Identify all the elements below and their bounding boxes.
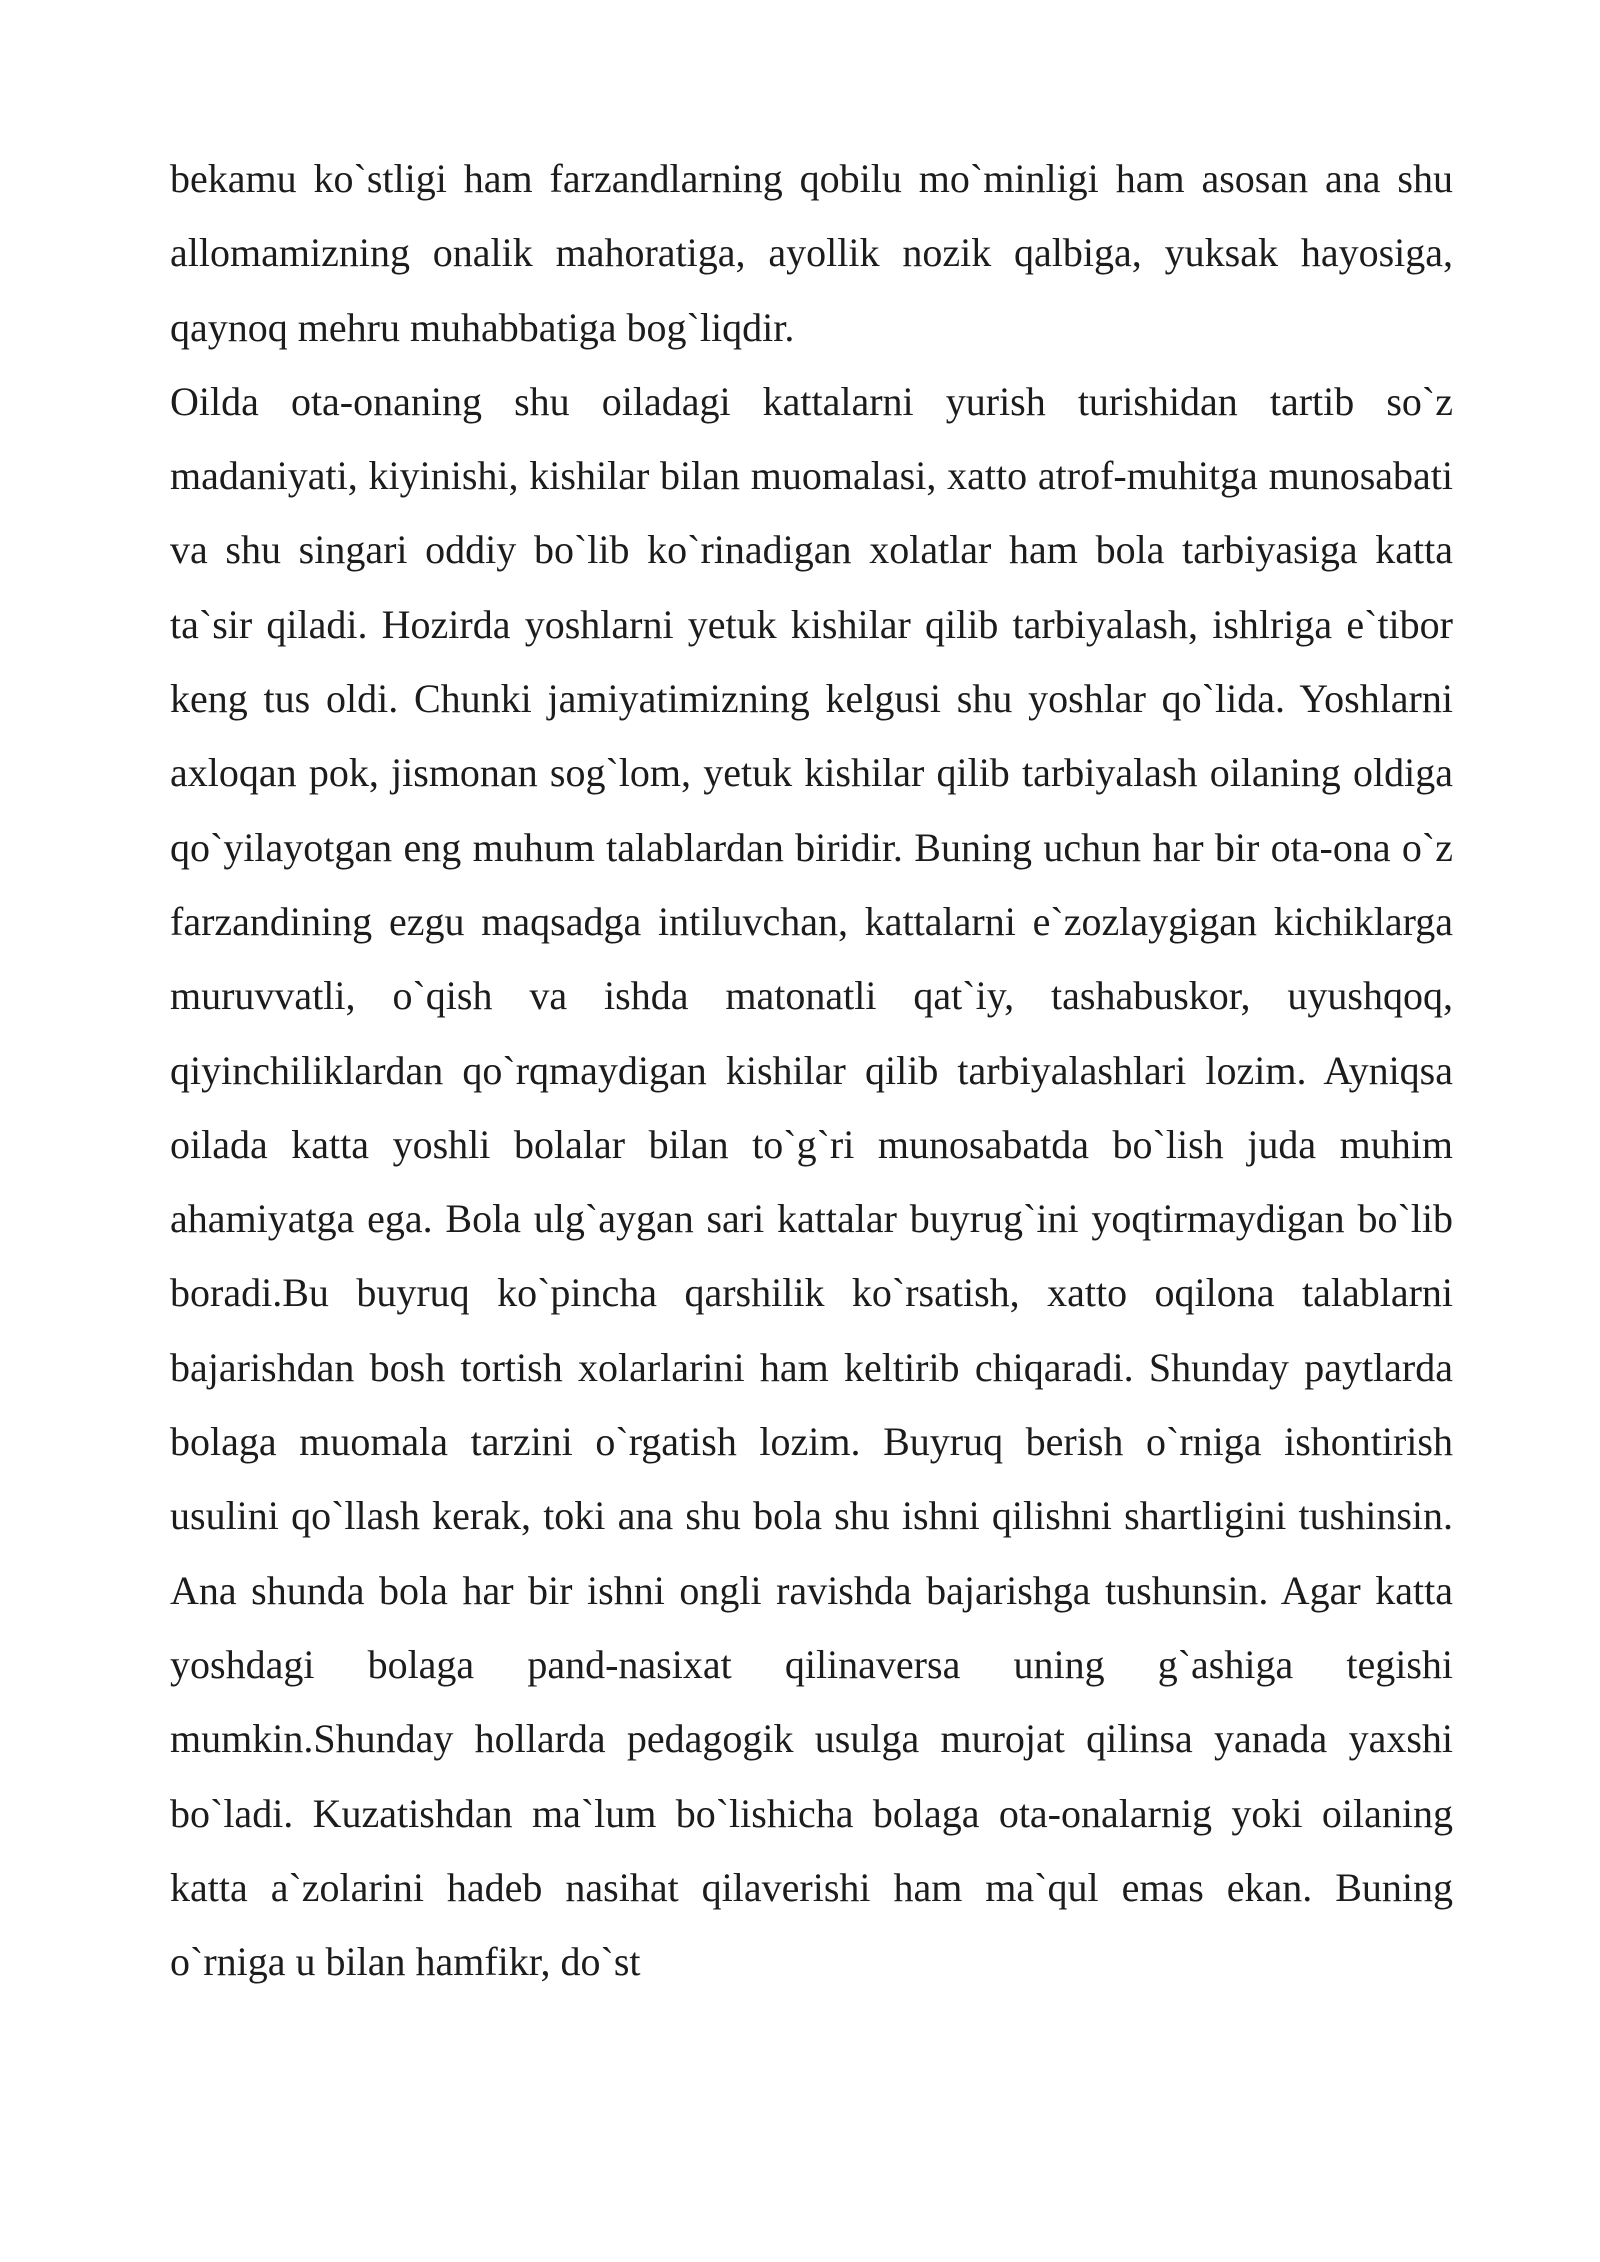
body-text bbox=[170, 142, 1453, 1999]
paragraph-continuation: bekamu ko`stligi ham farzandlarning qobilu mo`minligi ham asosan ana shu allomamizning onalik mahoratiga, ayollik nozik qalbiga, yuksak hayosiga, qaynoq mehru muhabbatiga bog`liqdir. bbox=[170, 156, 1453, 350]
paragraph-main: Oilda ota-onaning shu oiladagi kattalarni yurish turishidan tartib so`z madaniyati, kiyinishi, kishilar bilan muomalasi, xatto atrof-muhitga munosabati va shu singari oddiy bo`lib ko`rinadigan xolatlar ham bola tarbiyasiga katta ta`sir qiladi. Hozirda yoshlarni yetuk kishilar qilib tarbiyalash, ishlriga e`tibor keng tus oldi. Chunki jamiyatimizning kelgusi shu yoshlar qo`lida. Yoshlarni axloqan pok, jismonan sog`lom, yetuk kishilar qilib tarbiyalash oilaning oldiga qo`yilayotgan eng muhum talablardan biridir. Buning uchun har bir ota-ona o`z farzandining ezgu maqsadga intiluvchan, kattalarni e`zozlaygigan kichiklarga muruvvatli, o`qish va ishda matonatli qat`iy, tashabuskor, uyushqoq, qiyinchiliklardan qo`rqmaydigan kishilar qilib tarbiyalashlari lozim. Ayniqsa oilada katta yoshli bolalar bilan to`g`ri munosabatda bo`lish juda muhim ahamiyatga ega. Bola ulg`aygan sari kattalar buyrug`ini yoqtirmaydigan bo`lib boradi.Bu buyruq ko`pincha qarshilik ko`rsatish, xatto oqilona talablarni bajarishdan bosh tortish xolarlarini ham keltirib chiqaradi. Shunday paytlarda bolaga muomala tarzini o`rgatish lozim. Buyruq berish o`rniga ishontirish usulini qo`llash kerak, toki ana shu bola shu ishni qilishni shartligini tushinsin. Ana shunda bola har bir ishni ongli ravishda bajarishga tushunsin. Agar katta yoshdagi bolaga pand-nasixat qilinaversa uning g`ashiga tegishi mumkin.Shunday hollarda pedagogik usulga murojat qilinsa yanada yaxshi bo`ladi. Kuzatishdan ma`lum bo`lishicha bolaga ota-onalarnig yoki oilaning katta a`zolarini hadeb nasihat qilaverishi ham ma`qul emas ekan. Buning o`rniga u bilan hamfikr, do`st bbox=[170, 378, 1453, 1985]
